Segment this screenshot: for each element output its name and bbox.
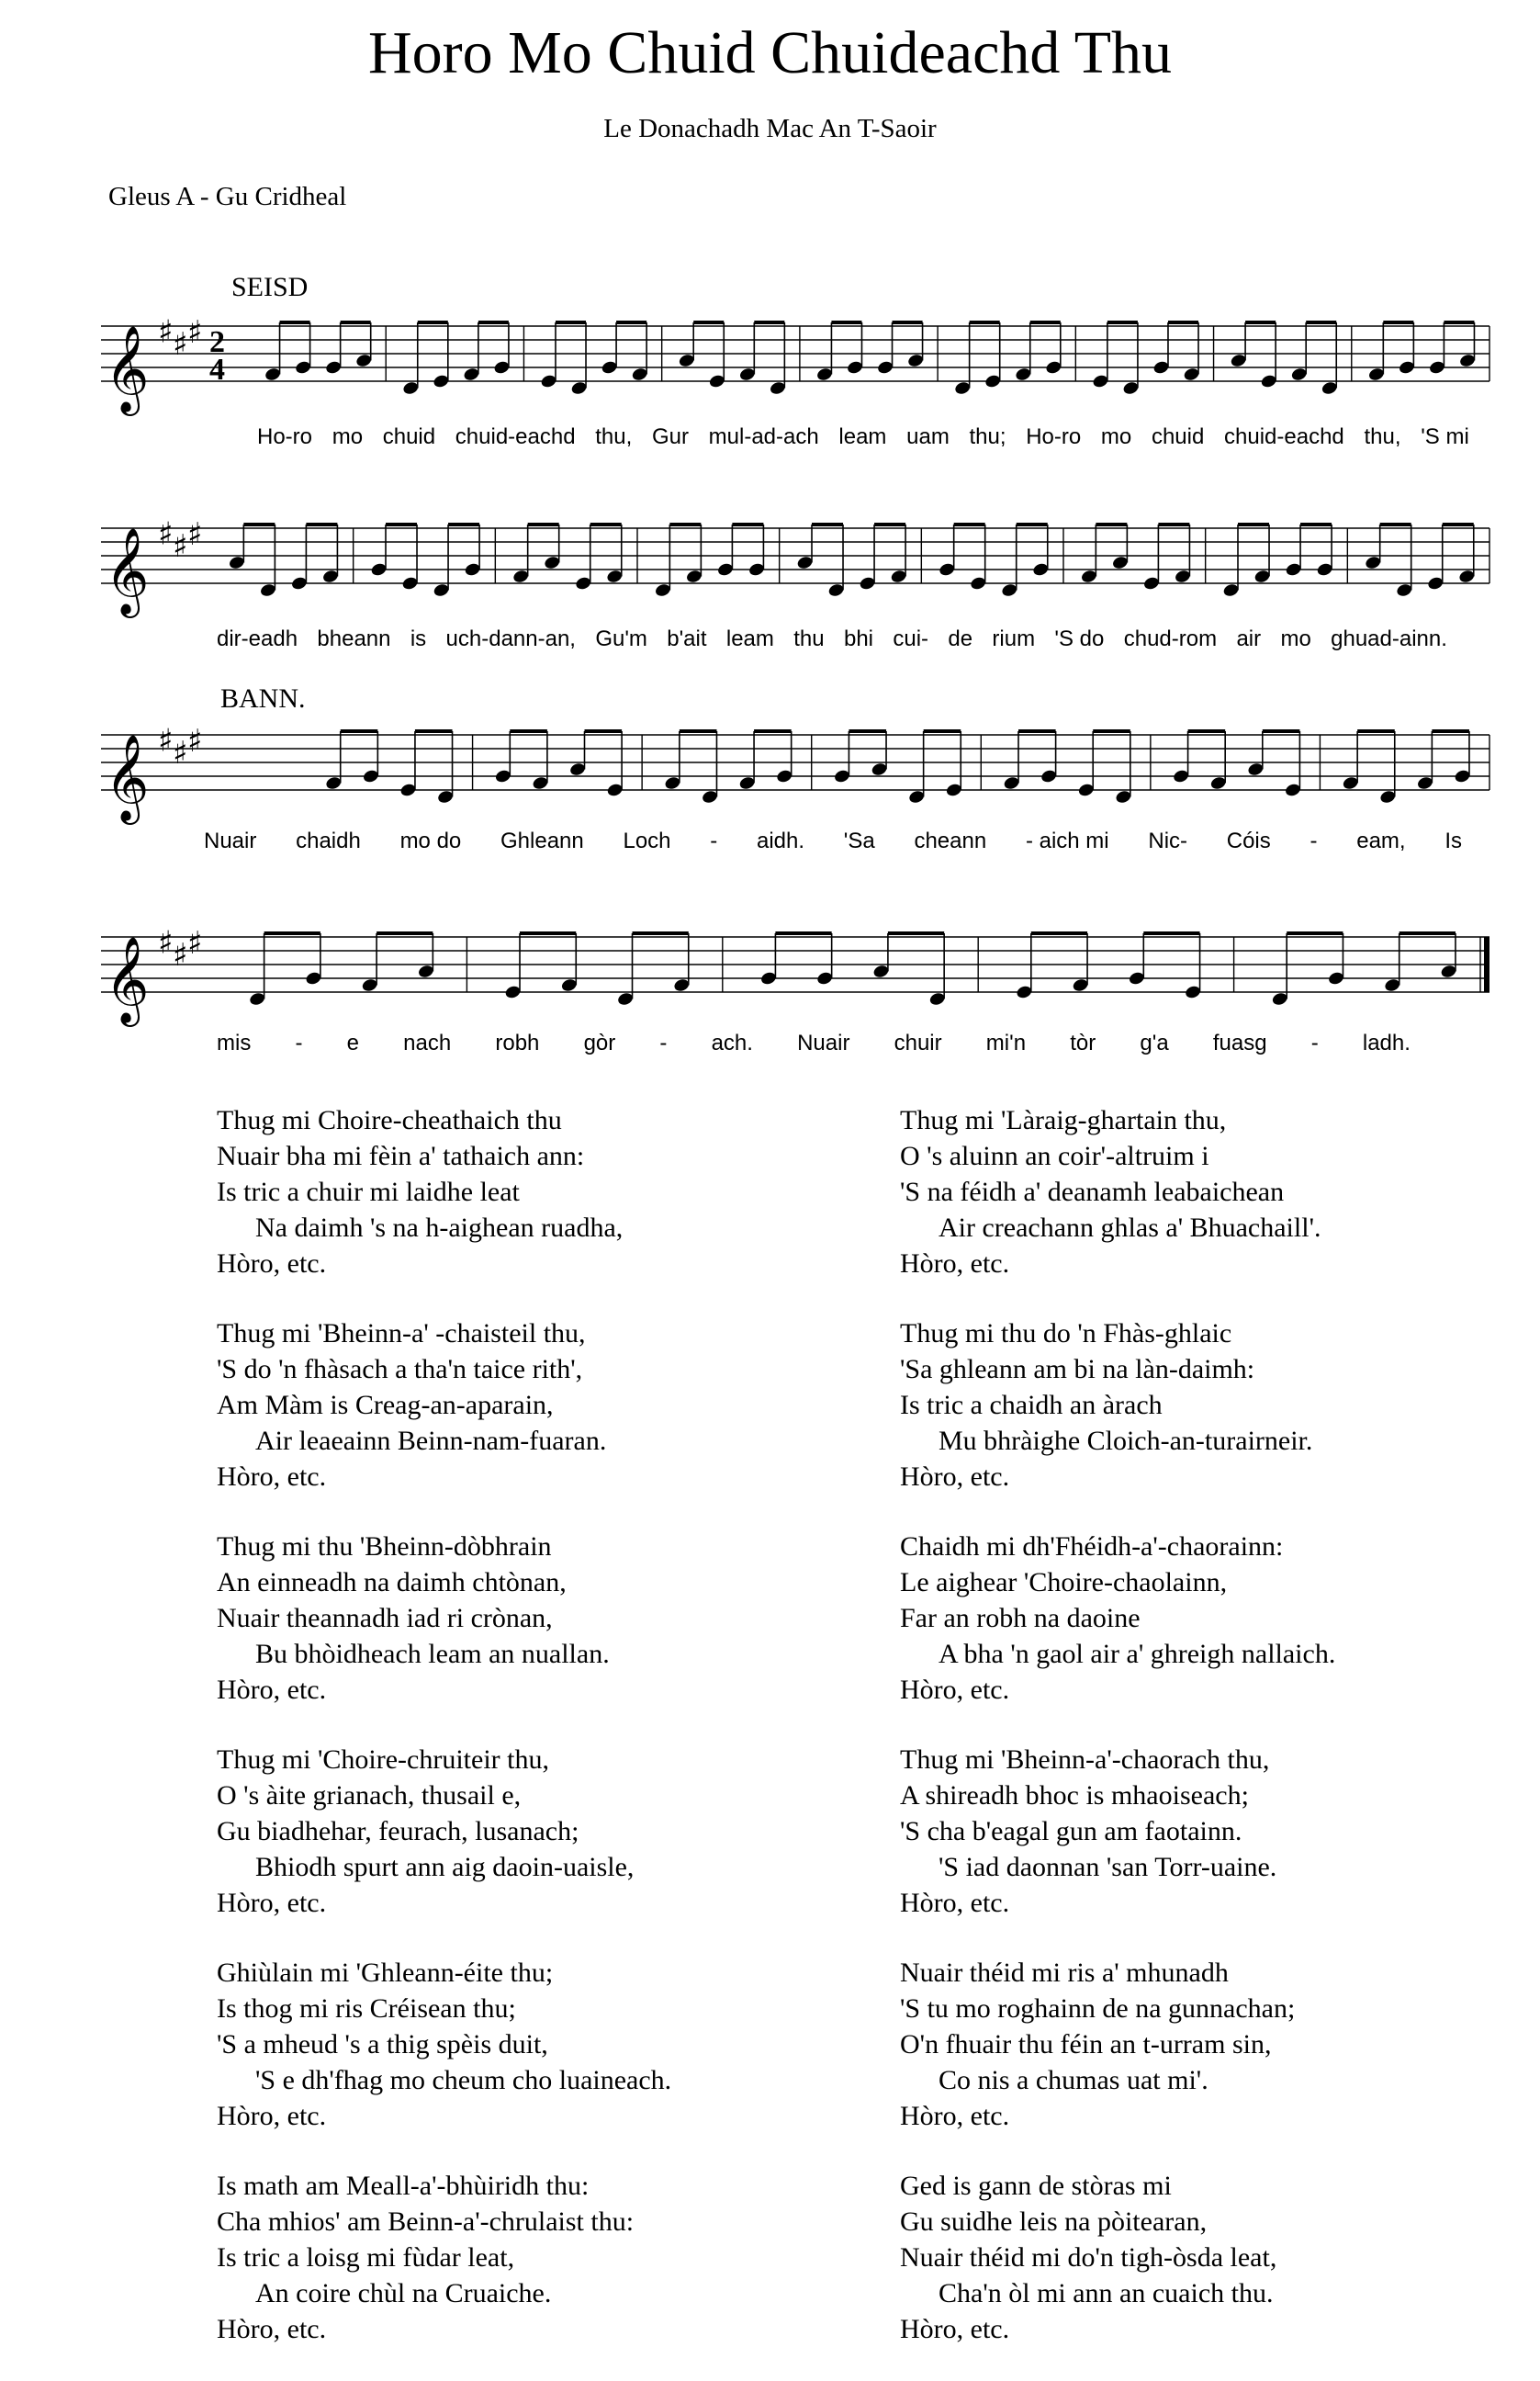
note-head <box>295 360 312 376</box>
note-head <box>1416 775 1433 791</box>
note-head <box>1222 582 1240 598</box>
verse-line: Hòro, etc. <box>900 2314 1010 2344</box>
note-head <box>355 353 373 368</box>
composer-credit: Le Donachadh Mac An T-Saoir <box>603 114 937 143</box>
note-head <box>401 576 419 592</box>
note-head <box>1122 380 1140 396</box>
lyric-syllable: ach. <box>711 1031 753 1055</box>
note-head <box>970 576 987 592</box>
note-head <box>1092 374 1109 389</box>
verse-line: Am Màm is Creag-an-aparain, <box>217 1390 554 1420</box>
note-head <box>1290 367 1308 382</box>
note-head <box>362 769 379 784</box>
note-head <box>769 380 786 396</box>
verse-line: Hòro, etc. <box>217 1675 327 1705</box>
verse-line: An coire chùl na Cruaiche. <box>255 2278 552 2308</box>
final-bar-thick <box>1484 937 1489 992</box>
verse-stanza <box>217 1742 878 1921</box>
lyric-syllable: Nuair <box>797 1031 850 1055</box>
verse-line: 'S do 'n fhàsach a tha'n taice rith', <box>217 1354 583 1384</box>
lyric-syllable: mo do <box>399 829 462 853</box>
note-head <box>738 775 756 791</box>
note-head <box>616 991 634 1007</box>
lyric-syllable: uch-dann-an, <box>445 626 576 651</box>
verse-line: An einneadh na daimh chtònan, <box>217 1567 567 1597</box>
note-head <box>325 360 343 376</box>
lyric-syllable: mo <box>332 424 364 449</box>
verse-stanza <box>217 2168 878 2347</box>
verse-line: Mu bhràighe Cloich-an-turairneir. <box>939 1426 1313 1456</box>
lyric-syllable: chuid <box>1151 424 1205 449</box>
lyric-syllable: Loch <box>623 829 671 853</box>
verse-line: Thug mi thu do 'n Fhàs-ghlaic <box>900 1318 1232 1348</box>
note-head <box>1209 775 1227 791</box>
lyric-syllable: ladh. <box>1362 1031 1411 1055</box>
note-head <box>871 762 888 777</box>
verse-line: Hòro, etc. <box>900 2101 1010 2131</box>
lyric-syllable: mo <box>1280 626 1311 651</box>
lyrics-line-2 <box>217 626 1447 663</box>
verse-line: Is thog mi ris Créisean thu; <box>217 1993 516 2024</box>
verse-line: Hòro, etc. <box>900 1248 1010 1279</box>
time-signature-top: 2 <box>209 325 225 359</box>
lyric-syllable: chuid-eachd <box>1224 424 1344 449</box>
verse-stanza <box>900 1529 1524 1708</box>
note-head <box>1016 985 1033 1000</box>
note-head <box>954 380 972 396</box>
verse-line: 'S tu mo roghainn de na gunnachan; <box>900 1993 1296 2024</box>
verse-line: Thug mi 'Bheinn-a' -chaisteil thu, <box>217 1318 586 1348</box>
lyric-syllable: nach <box>403 1031 452 1055</box>
treble-clef-icon: 𝄞 <box>105 325 150 412</box>
note-head <box>325 775 343 791</box>
note-head <box>1342 775 1359 791</box>
note-head <box>1072 977 1089 993</box>
verse-line: A bha 'n gaol air a' ghreigh nallaich. <box>939 1639 1336 1669</box>
note-head <box>264 367 281 382</box>
lyric-syllable: aidh. <box>757 829 805 853</box>
note-head <box>1454 769 1471 784</box>
lyric-syllable: - <box>295 1031 303 1055</box>
verse-line: Na daimh 's na h-aighean ruadha, <box>255 1213 624 1243</box>
note-head <box>1316 562 1333 578</box>
verse-line: 'S na féidh a' deanamh leabaichean <box>900 1177 1285 1207</box>
note-head <box>1003 775 1020 791</box>
verse-line: Is tric a loisg mi fùdar leat, <box>217 2242 515 2273</box>
music-staff-4 <box>92 909 1497 1029</box>
lyric-syllable: cui- <box>893 626 929 651</box>
verse-stanza <box>217 1955 878 2134</box>
note-head <box>701 789 718 805</box>
verse-line: Gu suidhe leis na pòitearan, <box>900 2206 1208 2237</box>
verse-line: Bhiodh spurt ann aig daoin-uaisle, <box>255 1852 635 1882</box>
verse-line: Air leaeainn Beinn-nam-fuaran. <box>255 1426 607 1456</box>
lyric-syllable: is <box>410 626 427 651</box>
note-head <box>570 380 588 396</box>
verse-stanza <box>900 1102 1524 1281</box>
sharp-icon: ♯ <box>187 515 203 553</box>
note-head <box>575 576 592 592</box>
lyric-syllable: chaidh <box>296 829 361 853</box>
verse-line: Thug mi 'Choire-chruiteir thu, <box>217 1744 549 1775</box>
sharp-icon: ♯ <box>187 722 203 760</box>
note-head <box>654 582 671 598</box>
lyric-syllable: gòr <box>583 1031 616 1055</box>
lyric-syllable: air <box>1236 626 1262 651</box>
verse-line: Hòro, etc. <box>217 1248 327 1279</box>
note-head <box>606 783 624 798</box>
note-head <box>1001 582 1018 598</box>
note-head <box>1379 789 1397 805</box>
sharp-icon: ♯ <box>173 734 188 772</box>
sharp-icon: ♯ <box>187 924 203 962</box>
note-head <box>1365 555 1382 570</box>
note-head <box>1173 769 1190 784</box>
verse-line: Thug mi 'Làraig-ghartain thu, <box>900 1105 1227 1135</box>
note-head <box>1184 985 1201 1000</box>
verse-line: Cha'n òl mi ann an cuaich thu. <box>939 2278 1274 2308</box>
lyric-syllable: - aich mi <box>1025 829 1109 853</box>
verse-line: Nuair bha mi fèin a' tathaich ann: <box>217 1141 585 1171</box>
lyric-syllable: mi'n <box>985 1031 1027 1055</box>
note-head <box>907 353 925 368</box>
lyric-syllable: 'S do <box>1054 626 1105 651</box>
note-head <box>494 769 511 784</box>
verse-stanza <box>900 2168 1524 2347</box>
note-head <box>1440 964 1457 979</box>
lyric-syllable: mis <box>217 1031 252 1055</box>
sharp-icon: ♯ <box>173 527 188 565</box>
note-head <box>1115 789 1132 805</box>
lyric-syllable: Nuair <box>204 829 257 853</box>
verse-line: Nuair théid mi do'n tigh-òsda leat, <box>900 2242 1277 2273</box>
sharp-icon: ♯ <box>158 515 174 553</box>
lyric-syllable: thu, <box>595 424 633 449</box>
note-head <box>876 360 894 376</box>
sharp-icon: ♯ <box>173 936 188 974</box>
verse-line: Is tric a chaidh an àrach <box>900 1390 1163 1420</box>
lyric-syllable: g'a <box>1140 1031 1169 1055</box>
verse-line: Far an robh na daoine <box>900 1603 1141 1633</box>
lyrics-line-3 <box>204 829 1462 865</box>
note-head <box>1271 991 1288 1007</box>
verse-line: Nuair théid mi ris a' mhunadh <box>900 1958 1229 1988</box>
verse-line: Thug mi 'Bheinn-a'-chaorach thu, <box>900 1744 1270 1775</box>
lyric-syllable: ghuad-ainn. <box>1331 626 1447 651</box>
note-head <box>1427 576 1444 592</box>
lyric-syllable: 'Sa <box>843 829 875 853</box>
verse-stanza <box>217 1315 878 1495</box>
lyric-syllable: tòr <box>1070 1031 1096 1055</box>
note-head <box>1398 360 1415 376</box>
verse-line: Hòro, etc. <box>900 1888 1010 1918</box>
note-head <box>321 569 339 584</box>
lyric-syllable: cheann <box>914 829 987 853</box>
note-head <box>540 374 557 389</box>
note-head <box>290 576 308 592</box>
section-label-bann: BANN. <box>220 683 306 714</box>
verse-line: Chaidh mi dh'Fhéidh-a'-chaorainn: <box>900 1531 1284 1562</box>
lyric-syllable: mul-ad-ach <box>708 424 819 449</box>
verse-stanza <box>900 1315 1524 1495</box>
lyrics-line-4 <box>217 1031 1411 1067</box>
verse-line: O 's aluinn an coir'-altruim i <box>900 1141 1209 1171</box>
note-head <box>1321 380 1338 396</box>
verse-line: Bu bhòidheach leam an nuallan. <box>255 1639 610 1669</box>
lyric-syllable: robh <box>495 1031 540 1055</box>
lyric-syllable: e <box>346 1031 359 1055</box>
note-head <box>1040 769 1058 784</box>
note-head <box>1183 367 1200 382</box>
note-head <box>228 555 245 570</box>
verse-stanza <box>900 1742 1524 1921</box>
note-head <box>560 977 578 993</box>
lyric-syllable: - <box>1310 829 1318 853</box>
note-head <box>1458 353 1476 368</box>
note-head <box>417 964 434 979</box>
note-head <box>1428 360 1445 376</box>
treble-clef-icon: 𝄞 <box>105 527 150 615</box>
lyric-syllable: dir-eadh <box>217 626 298 651</box>
verse-line: Hòro, etc. <box>217 2314 327 2344</box>
note-head <box>678 353 695 368</box>
lyric-syllable: bhi <box>843 626 873 651</box>
note-head <box>1111 555 1129 570</box>
note-head <box>631 367 648 382</box>
note-head <box>1142 576 1160 592</box>
note-head <box>1015 367 1032 382</box>
note-head <box>1284 783 1301 798</box>
note-head <box>493 360 511 376</box>
lyric-syllable: thu, <box>1364 424 1401 449</box>
verses-left-column <box>217 1102 878 2381</box>
verse-line: O 's àite grianach, thusail e, <box>217 1780 522 1811</box>
lyric-syllable: thu <box>793 626 825 651</box>
sharp-icon: ♯ <box>158 924 174 962</box>
note-head <box>305 971 322 987</box>
treble-clef-icon: 𝄞 <box>105 936 150 1023</box>
verse-line: Le aighear 'Choire-chaolainn, <box>900 1567 1228 1597</box>
note-head <box>1080 569 1097 584</box>
note-head <box>984 374 1002 389</box>
note-head <box>872 964 890 979</box>
note-head <box>928 991 946 1007</box>
note-head <box>1384 977 1401 993</box>
lyric-syllable: eam, <box>1356 829 1406 853</box>
note-head <box>759 971 777 987</box>
verse-line: Nuair theannadh iad ri crònan, <box>217 1603 553 1633</box>
sharp-icon: ♯ <box>187 313 203 351</box>
note-head <box>708 374 725 389</box>
note-head <box>1285 562 1302 578</box>
note-head <box>1174 569 1191 584</box>
lyric-syllable: leam <box>838 424 887 449</box>
note-head <box>464 562 481 578</box>
note-head <box>1367 367 1385 382</box>
verse-line: Thug mi Choire-cheathaich thu <box>217 1105 562 1135</box>
lyric-syllable: Nic- <box>1148 829 1188 853</box>
verse-line: 'S e dh'fhag mo cheum cho luaineach. <box>255 2065 672 2095</box>
note-head <box>939 562 956 578</box>
lyric-syllable: mo <box>1100 424 1132 449</box>
verse-line: Cha mhios' am Beinn-a'-chrulaist thu: <box>217 2206 635 2237</box>
note-head <box>816 971 834 987</box>
note-head <box>846 360 863 376</box>
note-head <box>1230 353 1247 368</box>
note-head <box>370 562 388 578</box>
note-head <box>1247 762 1265 777</box>
lyric-syllable: fuasg <box>1212 1031 1267 1055</box>
lyric-syllable: leam <box>725 626 774 651</box>
note-head <box>664 775 681 791</box>
lyric-syllable: Gu'm <box>595 626 647 651</box>
lyric-syllable: 'S mi <box>1421 424 1469 449</box>
verse-line: Gu biadhehar, feurach, lusanach; <box>217 1816 579 1846</box>
note-head <box>1152 360 1170 376</box>
note-head <box>815 367 833 382</box>
verse-line: Hòro, etc. <box>217 2101 327 2131</box>
note-head <box>833 769 850 784</box>
music-staff-1 <box>92 299 1497 418</box>
note-head <box>433 374 450 389</box>
note-head <box>1128 971 1145 987</box>
note-head <box>1458 569 1476 584</box>
note-head <box>463 367 480 382</box>
lyric-syllable: b'ait <box>667 626 707 651</box>
verse-line: Air creachann ghlas a' Bhuachaill'. <box>939 1213 1321 1243</box>
lyric-syllable: bheann <box>317 626 391 651</box>
verse-line: Hòro, etc. <box>900 1461 1010 1492</box>
verse-line: Ged is gann de stòras mi <box>900 2171 1172 2201</box>
key-signature-label: Gleus A - Gu Cridheal <box>108 182 347 211</box>
note-head <box>673 977 691 993</box>
note-head <box>796 555 814 570</box>
lyric-syllable: uam <box>906 424 950 449</box>
note-head <box>1396 582 1413 598</box>
lyric-syllable: chuid <box>382 424 436 449</box>
note-head <box>1260 374 1277 389</box>
note-head <box>1327 971 1344 987</box>
lyric-syllable: - <box>710 829 718 853</box>
verse-line: Hòro, etc. <box>900 1675 1010 1705</box>
note-head <box>1045 360 1062 376</box>
note-head <box>249 991 266 1007</box>
note-head <box>601 360 618 376</box>
note-head <box>433 582 450 598</box>
lyric-syllable: Ho-ro <box>257 424 313 449</box>
note-head <box>606 569 624 584</box>
page-title: Horo Mo Chuid Chuideachd Thu <box>367 19 1173 86</box>
verse-line: 'S cha b'eagal gun am faotainn. <box>900 1816 1242 1846</box>
verse-line: 'S a mheud 's a thig spèis duit, <box>217 2029 548 2059</box>
note-head <box>504 985 522 1000</box>
sharp-icon: ♯ <box>173 325 188 363</box>
note-head <box>859 576 876 592</box>
verse-line: A shireadh bhoc is mhaoiseach; <box>900 1780 1249 1811</box>
verse-line: Hòro, etc. <box>217 1888 327 1918</box>
note-head <box>1077 783 1095 798</box>
lyric-syllable: Gur <box>651 424 689 449</box>
note-head <box>716 562 734 578</box>
lyric-syllable: Cóis <box>1226 829 1271 853</box>
note-head <box>1253 569 1271 584</box>
time-signature-bottom: 4 <box>209 353 225 387</box>
treble-clef-icon: 𝄞 <box>105 734 150 821</box>
verse-line: O'n fhuair thu féin an t-urram sin, <box>900 2029 1272 2059</box>
verse-line: 'S iad daonnan 'san Torr-uaine. <box>939 1852 1277 1882</box>
verse-stanza <box>900 1955 1524 2134</box>
note-head <box>1032 562 1050 578</box>
verse-line: Thug mi thu 'Bheinn-dòbhrain <box>217 1531 552 1562</box>
lyric-syllable: Ho-ro <box>1026 424 1082 449</box>
verse-line: Ghiùlain mi 'Ghleann-éite thu; <box>217 1958 554 1988</box>
lyric-syllable: chuid-eachd <box>455 424 576 449</box>
verses-right-column <box>900 1102 1524 2381</box>
sharp-icon: ♯ <box>158 722 174 760</box>
lyric-syllable: Is <box>1444 829 1462 853</box>
note-head <box>436 789 454 805</box>
lyric-syllable: thu; <box>969 424 1006 449</box>
lyric-syllable: chuir <box>894 1031 942 1055</box>
note-head <box>399 783 417 798</box>
lyrics-line-1 <box>257 424 1469 461</box>
note-head <box>568 762 586 777</box>
note-head <box>945 783 962 798</box>
note-head <box>827 582 845 598</box>
note-head <box>532 775 549 791</box>
verse-line: Co nis a chumas uat mi'. <box>939 2065 1208 2095</box>
note-head <box>402 380 420 396</box>
section-label-seisd: SEISD <box>231 272 309 302</box>
lyric-syllable: - <box>1310 1031 1319 1055</box>
verse-line: Is math am Meall-a'-bhùiridh thu: <box>217 2171 590 2201</box>
verse-stanza <box>217 1102 878 1281</box>
note-head <box>685 569 703 584</box>
lyric-syllable: de <box>948 626 973 651</box>
music-staff-3 <box>92 707 1497 827</box>
lyric-syllable: chud-rom <box>1123 626 1218 651</box>
verse-line: Hòro, etc. <box>217 1461 327 1492</box>
note-head <box>544 555 561 570</box>
verse-stanza <box>217 1529 878 1708</box>
note-head <box>748 562 765 578</box>
music-staff-2 <box>92 501 1497 620</box>
note-head <box>908 789 926 805</box>
note-head <box>776 769 793 784</box>
lyric-syllable: - <box>659 1031 668 1055</box>
lyric-syllable: Ghleann <box>500 829 584 853</box>
verse-line: Is tric a chuir mi laidhe leat <box>217 1177 520 1207</box>
note-head <box>738 367 756 382</box>
sharp-icon: ♯ <box>158 313 174 351</box>
verse-line: 'Sa ghleann am bi na làn-daimh: <box>900 1354 1255 1384</box>
note-head <box>361 977 378 993</box>
note-head <box>890 569 907 584</box>
note-head <box>259 582 276 598</box>
note-head <box>512 569 530 584</box>
lyric-syllable: rium <box>992 626 1036 651</box>
